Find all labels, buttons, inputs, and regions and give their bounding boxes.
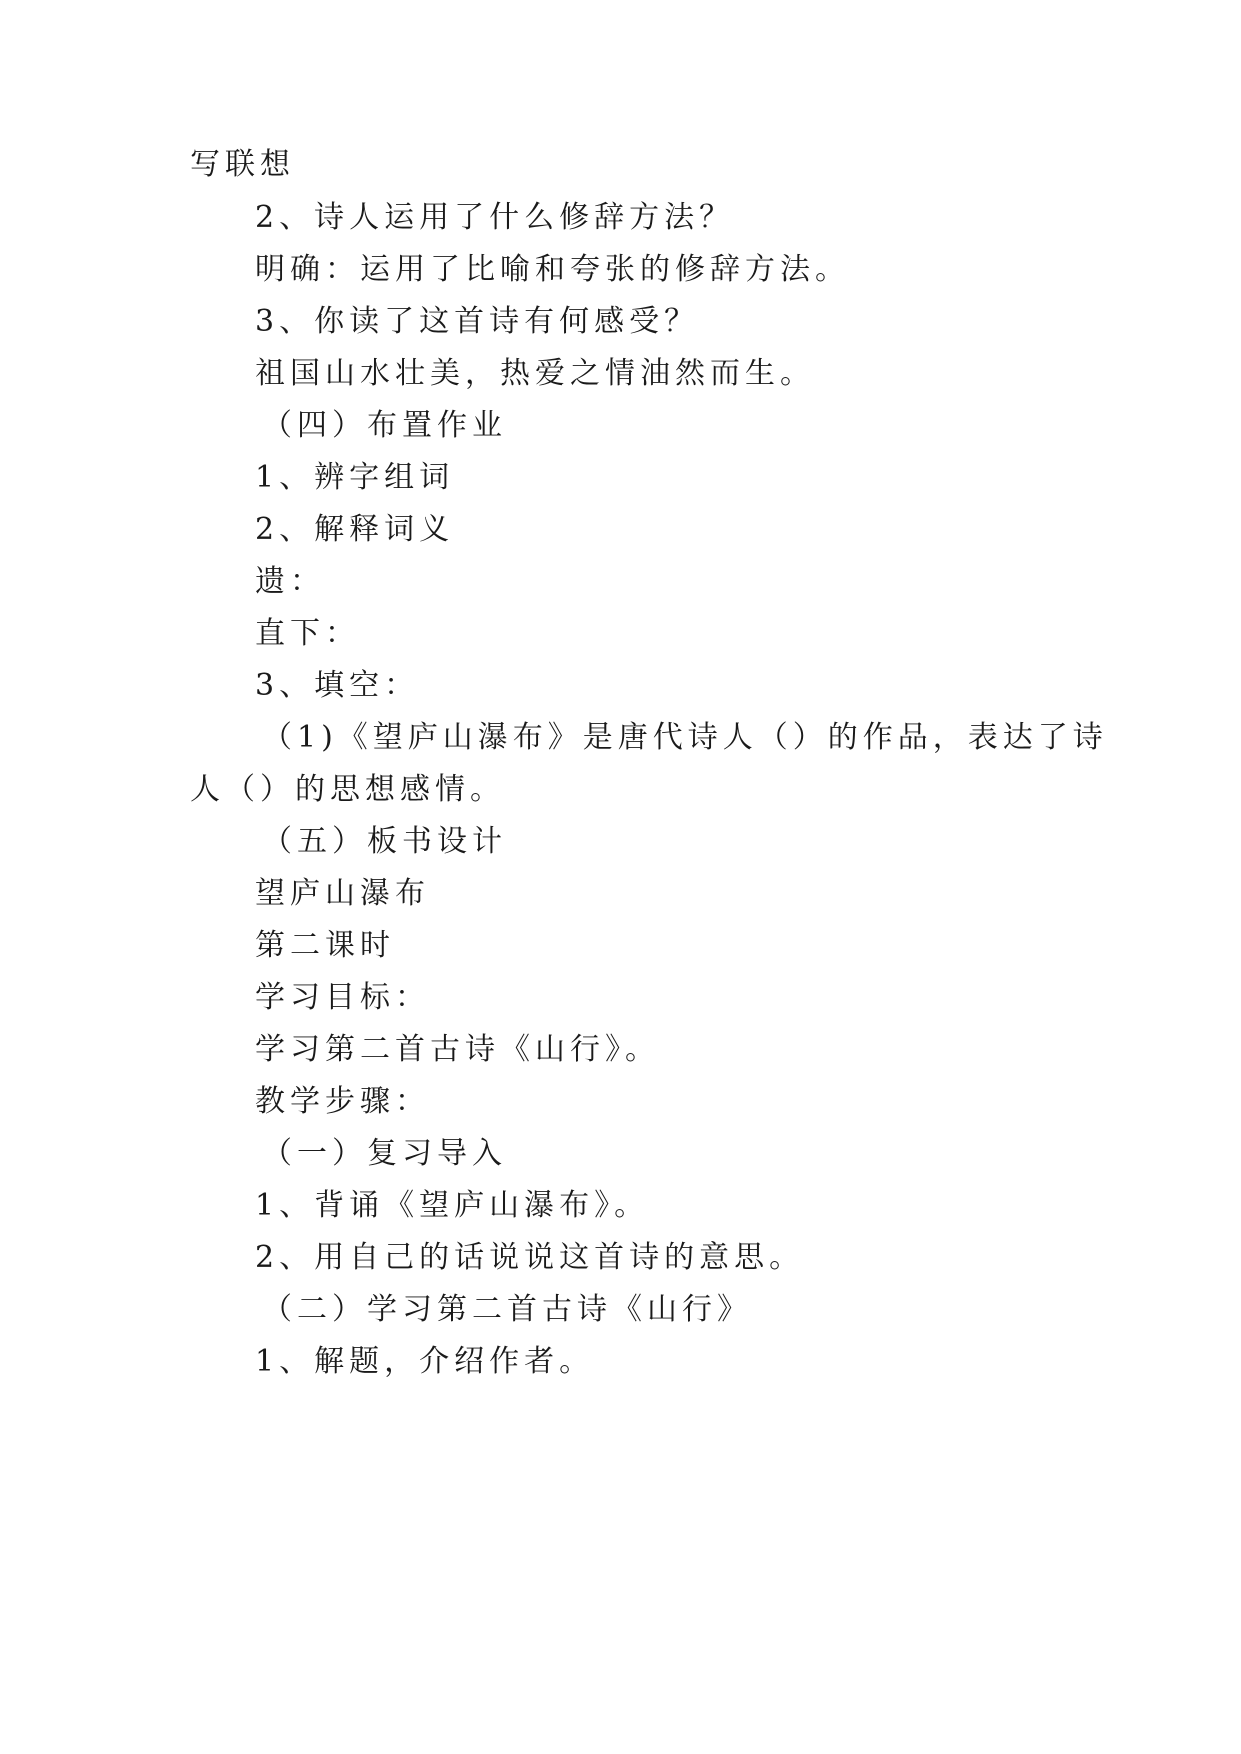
text-line: 第二课时 — [255, 928, 395, 963]
text-line: 学习第二首古诗《山行》。 — [255, 1032, 660, 1067]
section-heading: （一）复习导入 — [262, 1136, 507, 1171]
text-line: 祖国山水壮美，热爱之情油然而生。 — [255, 356, 815, 391]
text-line: 遗： — [255, 564, 325, 599]
text-line: 人（）的思想感情。 — [190, 772, 505, 807]
text-line: 望庐山瀑布 — [255, 876, 430, 911]
text-line: 2、用自己的话说说这首诗的意思。 — [255, 1240, 805, 1275]
text-line: 1、解题，介绍作者。 — [255, 1344, 595, 1379]
text-line: 明确：运用了比喻和夸张的修辞方法。 — [255, 252, 850, 287]
text-line: 1、背诵《望庐山瀑布》。 — [255, 1188, 650, 1223]
text-line: 3、填空： — [255, 668, 420, 703]
text-line: 2、解释词义 — [255, 512, 455, 547]
section-heading: （四）布置作业 — [262, 408, 507, 443]
section-heading: （二）学习第二首古诗《山行》 — [262, 1292, 752, 1327]
text-line: （1)《望庐山瀑布》是唐代诗人（）的作品，表达了诗 — [262, 720, 1108, 755]
text-line: 3、你读了这首诗有何感受？ — [255, 304, 700, 339]
section-heading: （五）板书设计 — [262, 824, 507, 859]
text-line: 2、诗人运用了什么修辞方法？ — [255, 200, 735, 235]
text-line: 学习目标： — [255, 980, 430, 1015]
text-line: 1、辨字组词 — [255, 460, 455, 495]
text-line: 写联想 — [190, 147, 295, 182]
text-line: 教学步骤： — [255, 1084, 430, 1119]
text-line: 直下： — [255, 616, 360, 651]
